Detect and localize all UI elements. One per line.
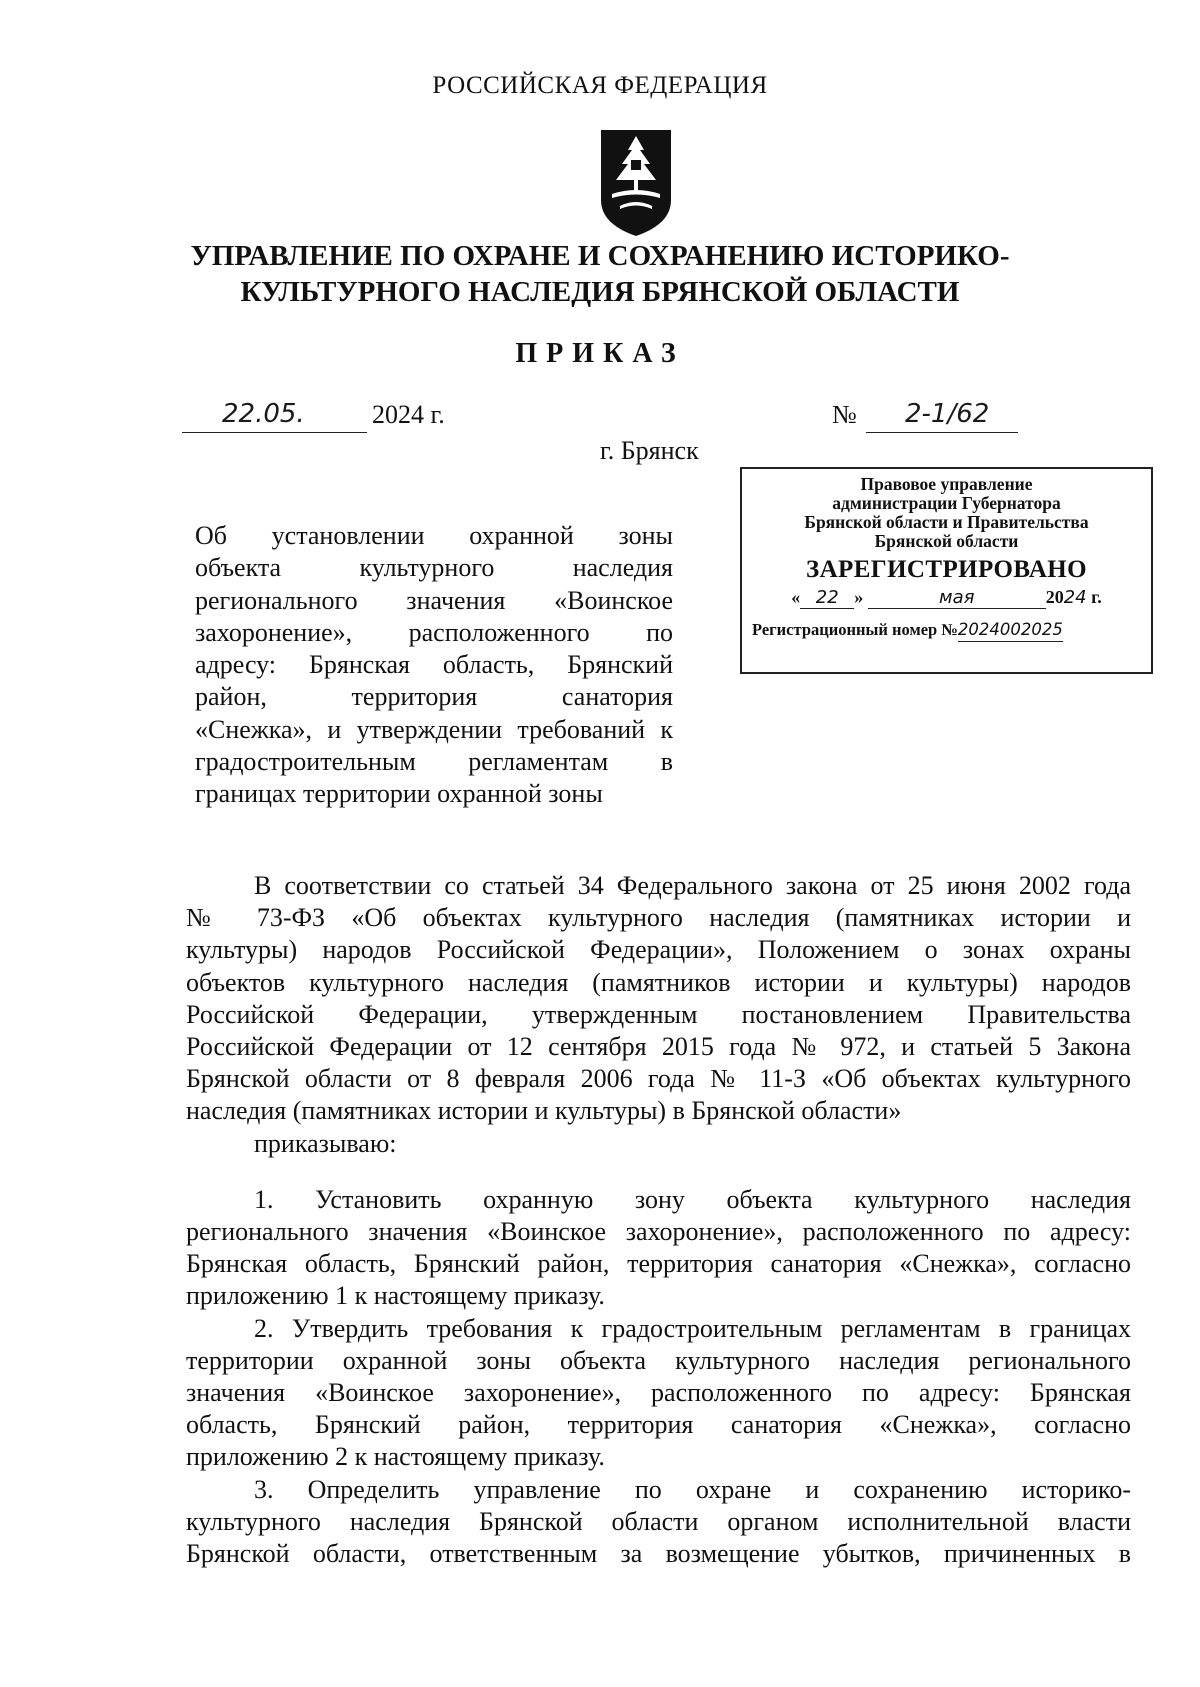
body-line: регионального значения «Воинское захоронение», расположенного по адресу: bbox=[186, 1217, 1131, 1247]
stamp-year-end: г. bbox=[1091, 587, 1102, 607]
subject-line: адресу: Брянская область, Брянский bbox=[195, 650, 673, 680]
stamp-status: ЗАРЕГИСТРИРОВАНО bbox=[805, 556, 1087, 583]
stamp-year-prefix: 20 bbox=[1045, 587, 1064, 607]
city: г. Брянск bbox=[600, 436, 699, 465]
body-line: 3. Определить управление по охране и сохранению историко- bbox=[254, 1474, 1131, 1504]
body-line: Брянской области от 8 февраля 2006 года № 11-З «Об объектах культурного bbox=[186, 1064, 1131, 1094]
subject-line: градостроительным регламентам в bbox=[195, 747, 673, 777]
body-line: Брянской области, ответственным за возмещение убытков, причиненных в bbox=[186, 1539, 1131, 1569]
organization-line: КУЛЬТУРНОГО НАСЛЕДИЯ БРЯНСКОЙ ОБЛАСТИ bbox=[240, 276, 960, 308]
body-line: наследия (памятниках истории и культуры) в Брянской области» bbox=[186, 1096, 902, 1126]
item-2 bbox=[186, 1313, 1131, 1474]
body-line: 2. Утвердить требования к градостроительным регламентам в границах bbox=[254, 1313, 1131, 1343]
item-1 bbox=[186, 1184, 1131, 1313]
country-heading: РОССИЙСКАЯ ФЕДЕРАЦИЯ bbox=[432, 72, 768, 99]
stamp-line: Брянской области bbox=[874, 531, 1019, 551]
item-3 bbox=[186, 1474, 1131, 1571]
subject-line: границах территории охранной зоны bbox=[195, 779, 603, 809]
subject-line: «Снежка», и утверждении требований к bbox=[195, 714, 673, 744]
body-line: Брянская область, Брянский район, территория санатория «Снежка», согласно bbox=[186, 1249, 1131, 1279]
date-handwritten: 22.05. bbox=[222, 399, 305, 429]
document-type: ПРИКАЗ bbox=[515, 338, 685, 369]
number-sign: № bbox=[832, 400, 857, 429]
subject-line: регионального значения «Воинское bbox=[195, 585, 673, 615]
coat-of-arms-icon bbox=[598, 128, 674, 238]
stamp-reg-number: 2024002025 bbox=[958, 619, 1063, 642]
subject-line: захоронение», расположенного по bbox=[195, 617, 673, 647]
preamble-paragraph bbox=[186, 870, 1131, 1128]
document-number-handwritten: 2-1/62 bbox=[905, 399, 990, 429]
body-line: В соответствии со статьей 34 Федерального закона от 25 июня 2002 года bbox=[254, 871, 1131, 900]
stamp-registration bbox=[742, 619, 1151, 642]
stamp-month: мая bbox=[939, 587, 975, 608]
stamp-line: администрации Губернатора bbox=[832, 493, 1061, 513]
stamp-reg-label: Регистрационный номер № bbox=[752, 620, 958, 639]
body-line: приложению 2 к настоящему приказу. bbox=[186, 1442, 605, 1472]
body-line: культурного наследия Брянской области органом исполнительной власти bbox=[186, 1506, 1131, 1536]
body-line: значения «Воинское захоронение», расположенного по адресу: Брянская bbox=[186, 1378, 1131, 1408]
body-line: Российской Федерации от 12 сентября 2015 года № 972, и статьей 5 Закона bbox=[186, 1032, 1131, 1062]
order-body bbox=[186, 870, 1131, 1570]
date-year: 2024 г. bbox=[372, 400, 445, 429]
stamp-day: 22 bbox=[815, 587, 839, 608]
body-line: культуры) народов Российской Федерации», Положением о зонах охраны bbox=[186, 935, 1131, 965]
body-line: Российской Федерации, утвержденным постановлением Правительства bbox=[186, 999, 1131, 1029]
registration-stamp bbox=[740, 467, 1153, 674]
body-line: объектов культурного наследия (памятников истории и культуры) народов bbox=[186, 967, 1131, 997]
body-line: № 73-ФЗ «Об объектах культурного наследия (памятниках истории и bbox=[186, 903, 1131, 933]
body-line: 1. Установить охранную зону объекта культурного наследия bbox=[254, 1184, 1131, 1214]
order-word: приказываю: bbox=[254, 1128, 397, 1158]
stamp-line: Правовое управление bbox=[860, 474, 1033, 494]
organization-line: УПРАВЛЕНИЕ ПО ОХРАНЕ И СОХРАНЕНИЮ ИСТОРИКО- bbox=[190, 240, 1010, 272]
stamp-line: Брянской области и Правительства bbox=[804, 512, 1089, 532]
body-line: область, Брянский район, территория санатория «Снежка», согласно bbox=[186, 1410, 1131, 1440]
organization-title bbox=[160, 238, 1040, 310]
subject-line: Об установлении охранной зоны bbox=[195, 521, 673, 550]
order-subject bbox=[195, 520, 673, 811]
subject-line: район, территория санатория bbox=[195, 682, 673, 712]
body-line: приложению 1 к настоящему приказу. bbox=[186, 1281, 605, 1311]
subject-line: объекта культурного наследия bbox=[195, 553, 673, 583]
stamp-year-suffix: 24 bbox=[1063, 587, 1087, 608]
stamp-date: « 22 » мая 2024 г. bbox=[791, 587, 1102, 608]
body-line: территории охранной зоны объекта культурного наследия регионального bbox=[186, 1345, 1131, 1375]
